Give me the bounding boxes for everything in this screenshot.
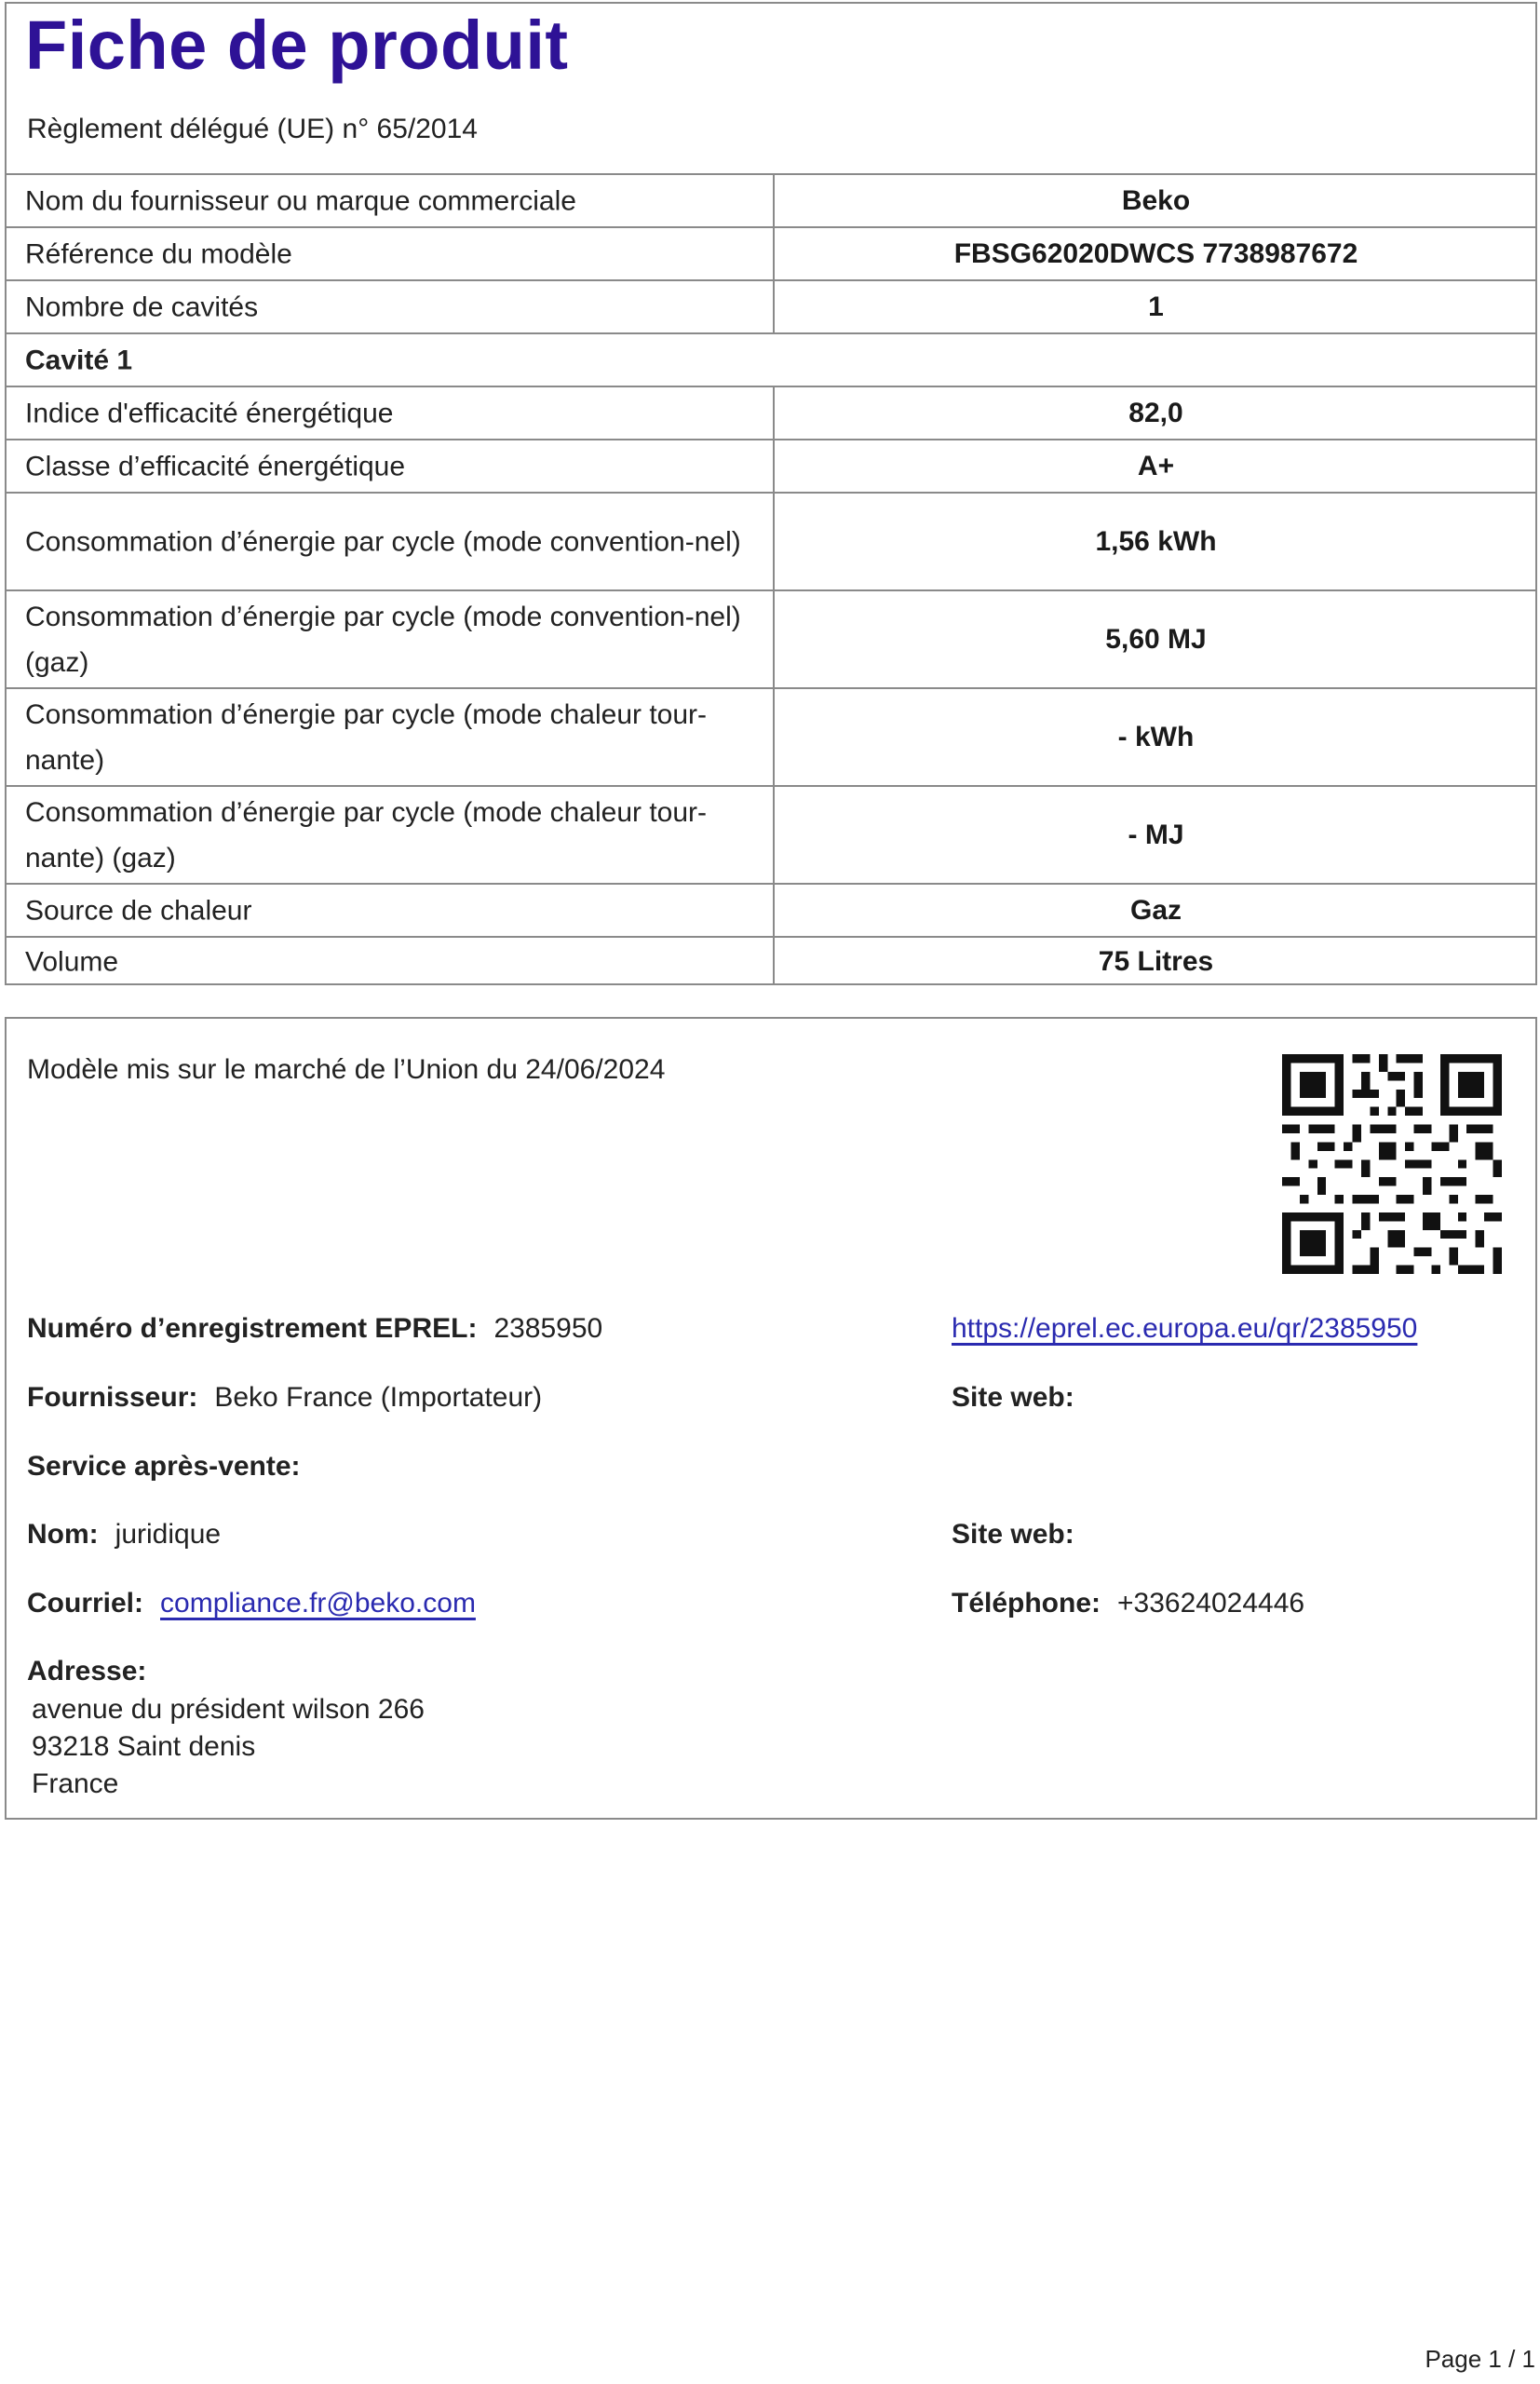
table-row [7, 439, 1535, 492]
name-value: juridique [115, 1519, 222, 1550]
page-title: Fiche de produit [25, 7, 569, 84]
phone-value: +33624024446 [1117, 1588, 1305, 1619]
website-field-1 [952, 1382, 1091, 1414]
table-row [7, 936, 1535, 985]
website-label: Site web: [952, 1382, 1074, 1413]
row-value: Beko [773, 175, 1537, 226]
eprel-value: 2385950 [493, 1313, 603, 1344]
eprel-label: Numéro d’enregistrement EPREL: [27, 1313, 478, 1344]
eprel-registration [27, 1313, 602, 1345]
page-number: Page 1 / 1 [1425, 2345, 1535, 2373]
table-row [7, 589, 1535, 687]
table-row [7, 883, 1535, 936]
after-sales-label: Service après-vente: [27, 1451, 301, 1482]
row-value: - MJ [773, 787, 1537, 883]
supplier-value: Beko France (Importateur) [214, 1382, 543, 1413]
table-row [7, 492, 1535, 589]
regulation-subtitle: Règlement délégué (UE) n° 65/2014 [27, 114, 478, 144]
address-line: France [32, 1768, 119, 1799]
row-value: - kWh [773, 689, 1537, 785]
table-row [7, 279, 1535, 332]
row-label: Source de chaleur [25, 895, 252, 926]
after-sales-heading [27, 1451, 317, 1483]
cavity-heading: Cavité 1 [25, 345, 133, 375]
supplier-label: Fournisseur: [27, 1382, 198, 1413]
phone-field [952, 1588, 1304, 1619]
table-row [7, 687, 1535, 785]
address-heading [27, 1656, 163, 1687]
table-row [7, 226, 1535, 279]
supplier [27, 1382, 542, 1414]
email-label: Courriel: [27, 1588, 144, 1619]
email-link[interactable]: compliance.fr@beko.com [160, 1588, 476, 1619]
eprel-link[interactable] [952, 1313, 1417, 1345]
qr-code-icon[interactable] [1282, 1054, 1502, 1274]
row-label: Consommation d’énergie par cycle (mode chaleur tour-nante) (gaz) [25, 796, 708, 874]
row-label: Consommation d’énergie par cycle (mode convention-nel) (gaz) [25, 601, 741, 678]
row-value: Gaz [773, 885, 1537, 936]
row-label: Nom du fournisseur ou marque commerciale [25, 185, 576, 216]
phone-label: Téléphone: [952, 1588, 1101, 1619]
row-label: Nombre de cavités [25, 291, 259, 322]
supplier-info-box [5, 1017, 1537, 1820]
address-line: 93218 Saint denis [32, 1731, 256, 1762]
table-row [7, 785, 1535, 883]
website-field-2 [952, 1519, 1091, 1551]
address-line: avenue du président wilson 266 [32, 1694, 425, 1725]
table-row [7, 173, 1535, 226]
row-value: 75 Litres [773, 938, 1537, 985]
row-value: 82,0 [773, 387, 1537, 439]
table-row [7, 386, 1535, 439]
email-field [27, 1588, 476, 1619]
row-label: Indice d'efficacité énergétique [25, 398, 394, 428]
row-value: 1 [773, 281, 1537, 332]
row-label: Référence du modèle [25, 238, 292, 269]
row-value: 1,56 kWh [773, 494, 1537, 589]
name-field [27, 1519, 221, 1551]
row-label: Consommation d’énergie par cycle (mode convention-nel) [25, 526, 741, 557]
website-label: Site web: [952, 1519, 1074, 1550]
address-label: Adresse: [27, 1656, 147, 1686]
product-sheet-table-box [5, 2, 1537, 985]
row-label: Volume [25, 946, 119, 977]
name-label: Nom: [27, 1519, 99, 1550]
row-label: Classe d’efficacité énergétique [25, 451, 406, 481]
row-value: A+ [773, 440, 1537, 492]
row-value: FBSG62020DWCS 7738987672 [773, 228, 1537, 279]
row-label: Consommation d’énergie par cycle (mode chaleur tour-nante) [25, 698, 708, 776]
row-value: 5,60 MJ [773, 591, 1537, 687]
eprel-url-link[interactable]: https://eprel.ec.europa.eu/qr/2385950 [952, 1313, 1418, 1344]
market-date-text: Modèle mis sur le marché de l’Union du 24/06/2024 [27, 1054, 666, 1085]
table-row-section [7, 332, 1535, 386]
